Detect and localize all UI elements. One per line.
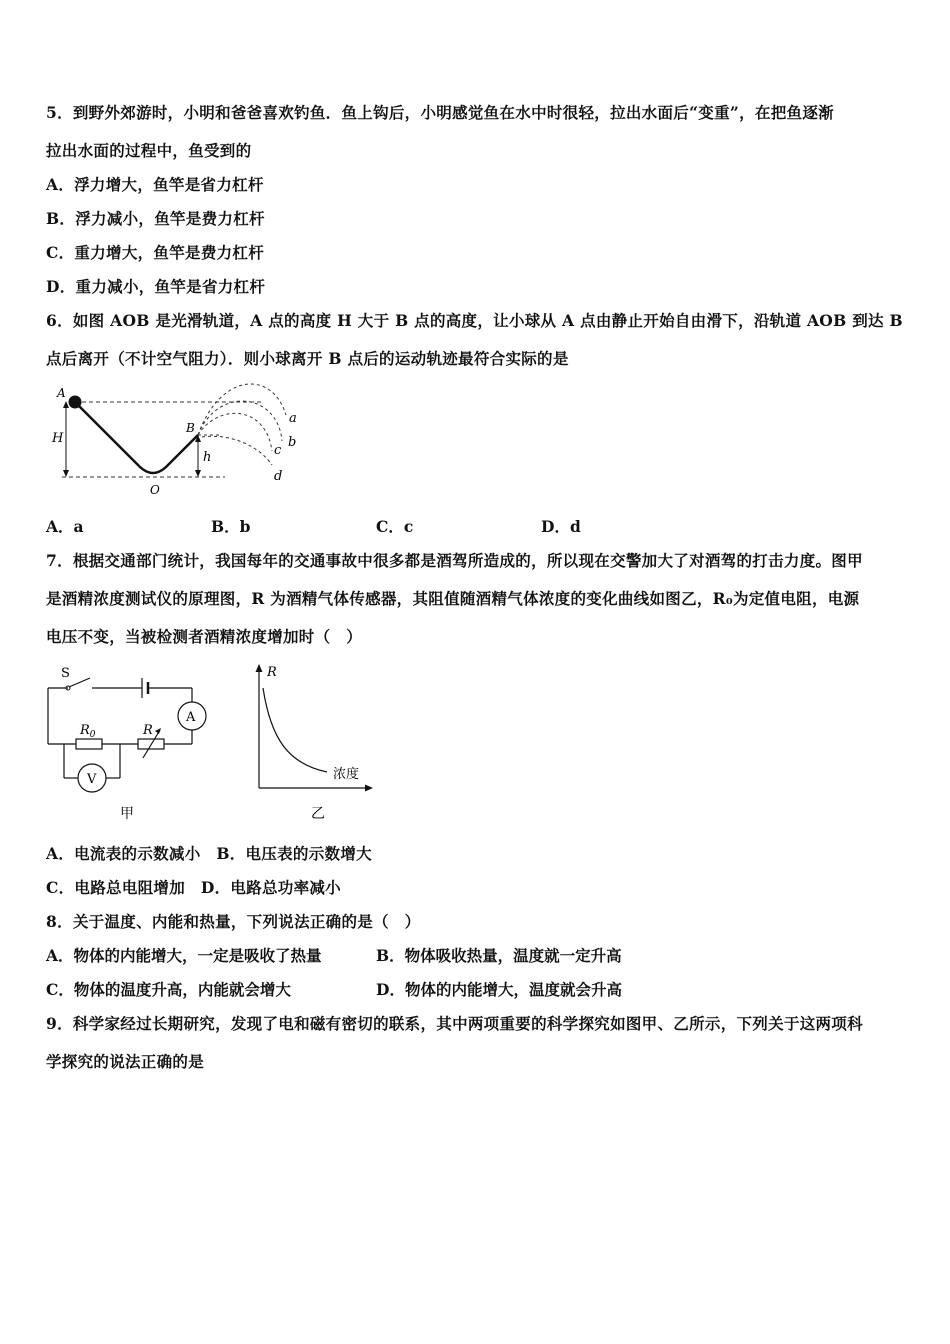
q6-trajectory-d [202,436,272,465]
q7-label-r: R [143,723,153,738]
q7-options-row2: C．电路总电阻增加 D．电路总功率减小 [46,878,341,897]
q6-label-h-big: H [52,431,64,446]
q7-resistance-graph [245,660,380,825]
q6-option-a: A．a [46,517,84,536]
q5-option-b: B．浮力减小，鱼竿是费力杠杆 [46,209,265,228]
q7-caption-jia: 甲 [120,806,134,822]
q7-stem-line3: 电压不变，当被检测者酒精浓度增加时（ ） [46,627,363,646]
q7-label-r0: $R_0$ [80,723,96,740]
q8-option-c: C．物体的温度升高，内能就会增大 [46,980,291,999]
q6-option-d: D．d [541,517,581,536]
q5-option-c: C．重力增大，鱼竿是费力杠杆 [46,243,265,262]
q5-stem-line1: 5．到野外郊游时，小明和爸爸喜欢钓鱼．鱼上钩后，小明感觉鱼在水中时很轻，拉出水面后“变重”，在把鱼逐渐 [46,103,834,122]
q5-stem-line2: 拉出水面的过程中，鱼受到的 [46,141,252,160]
q7-label-ammeter: A [186,710,196,725]
q6-label-traj-b: b [288,435,297,450]
q6-label-h-small: h [203,450,212,465]
q6-trajectory-a [198,384,286,435]
q6-label-b-point: B [186,421,195,435]
q6-stem-line2: 点后离开（不计空气阻力）．则小球离开 B 点后的运动轨迹最符合实际的是 [46,349,569,368]
q7-label-switch: S [61,666,70,681]
q7-options-row1: A．电流表的示数减小 B．电压表的示数增大 [46,844,372,863]
q6-label-o: O [150,483,160,497]
q8-option-b: B．物体吸收热量，温度就一定升高 [376,946,622,965]
q6-track-aob [75,402,198,473]
q8-option-a: A．物体的内能增大，一定是吸收了热量 [46,946,322,965]
q7-stem-line2: 是酒精浓度测试仪的原理图，R 为酒精气体传感器，其阻值随酒精气体浓度的变化曲线如图乙，R₀为定值电阻，电源 [46,589,860,608]
q6-stem-line1: 6．如图 AOB 是光滑轨道，A 点的高度 H 大于 B 点的高度，让小球从 A 点由静止开始自由滑下，沿轨道 AOB 到达 B [46,311,903,330]
q6-track-figure [40,375,320,500]
q6-option-c: C．c [376,517,414,536]
q6-ball [69,396,82,409]
q6-label-traj-d: d [274,469,283,484]
q7-resistor-r0 [76,739,102,749]
q9-stem-line2: 学探究的说法正确的是 [46,1052,205,1071]
q7-graph-y-label: R [267,665,277,680]
q7-graph-curve [263,688,327,772]
q8-option-d: D．物体的内能增大，温度就会升高 [376,980,622,999]
q9-stem-line1: 9．科学家经过长期研究，发现了电和磁有密切的联系，其中两项重要的科学探究如图甲、乙所示，下列关于这两项科 [46,1014,863,1033]
q6-label-traj-a: a [289,411,297,426]
q7-caption-yi: 乙 [311,806,325,822]
q7-label-voltmeter: V [87,772,97,787]
q8-stem: 8．关于温度、内能和热量，下列说法正确的是（ ） [46,912,421,931]
q6-trajectory-c [198,413,272,451]
q5-option-d: D．重力减小，鱼竿是省力杠杆 [46,277,266,296]
q6-label-a-point: A [57,386,66,400]
q7-stem-line1: 7．根据交通部门统计，我国每年的交通事故中很多都是酒驾所造成的，所以现在交警加大了对酒驾的打击力度。图甲 [46,551,863,570]
q7-switch-blade [69,678,90,687]
q6-label-traj-c: c [274,443,282,458]
q6-option-b: B．b [211,517,251,536]
q7-circuit-diagram [40,660,220,825]
q7-graph-x-label: 浓度 [333,767,360,782]
q5-option-a: A．浮力增大，鱼竿是省力杠杆 [46,175,264,194]
